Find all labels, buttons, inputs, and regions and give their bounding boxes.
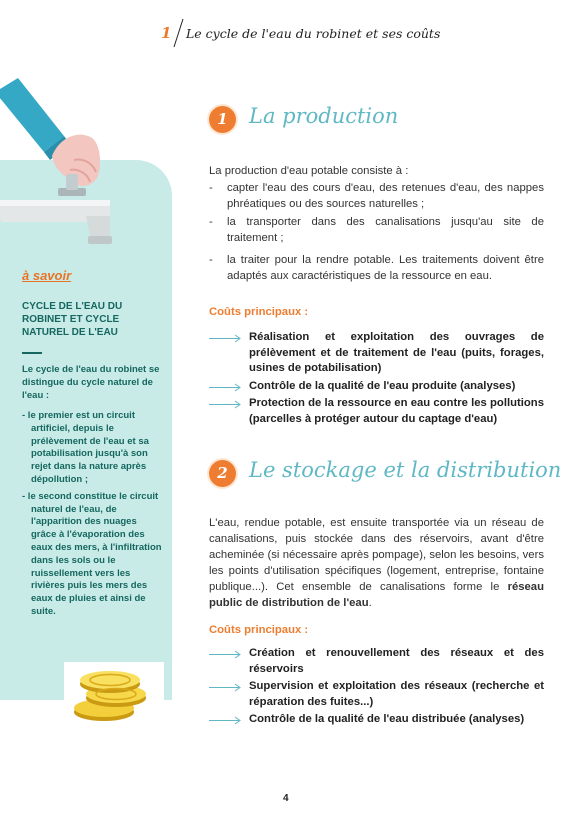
arrow-right-icon (209, 400, 241, 409)
production-steps-list (209, 180, 544, 286)
paragraph-end: . (368, 597, 372, 609)
aside-list-item: - le second constitue le circuit naturel de l'eau, de l'apparition des nuages grâce à l'évaporation des eaux des mers, à l'infiltration dans les sols ou le ruissellement vers les rivières puis les mers des eaux de pluies et ainsi de suite. (22, 490, 162, 617)
aside-title: à savoir (22, 268, 72, 283)
chapter-number: 1 (161, 24, 172, 42)
list-item: - capter l'eau des cours d'eau, des retenues d'eau, des nappes phréatiques ou des sources naturelles ; (209, 180, 544, 212)
production-intro: La production d'eau potable consiste à : (209, 165, 409, 177)
aside-intro: Le cycle de l'eau du robinet se distingue du cycle naturel de l'eau : (22, 364, 160, 401)
aside-list (22, 410, 162, 623)
cost-text: Contrôle de la qualité de l'eau produite (analyses) (249, 379, 516, 392)
cost-item (209, 712, 544, 728)
cost-text: Création et renouvellement des réseaux et des réservoirs (249, 647, 544, 675)
aside-divider (22, 352, 42, 354)
distribution-costs-list (209, 646, 544, 730)
arrow-right-icon (209, 334, 241, 343)
coins-illustration (64, 662, 164, 726)
section-title: La production (249, 104, 399, 128)
section-number-badge: 2 (209, 460, 236, 487)
costs-label: Coûts principaux : (209, 306, 309, 318)
arrow-right-icon (209, 683, 241, 692)
stockage-paragraph (209, 515, 544, 611)
header-slash-divider (171, 18, 185, 48)
costs-label: Coûts principaux : (209, 624, 309, 636)
cost-text: Supervision et exploitation des réseaux (recherche et réparation des fuites...) (249, 680, 544, 708)
aside-list-item: - le premier est un circuit artificiel, depuis le prélèvement de l'eau et sa potabilisation jusqu'à son rejet dans la nature après dépollution ; (22, 410, 149, 485)
hand-faucet-illustration (0, 70, 180, 250)
section-heading-stockage (209, 460, 569, 490)
cost-text: Contrôle de la qualité de l'eau distribuée (analyses) (249, 713, 525, 725)
cost-item (209, 330, 544, 377)
paragraph-bold-text: réseau public de distribution de l'eau (209, 581, 544, 609)
cost-item (209, 396, 544, 427)
arrow-right-icon (209, 650, 241, 659)
page-number: 4 (283, 793, 289, 804)
cost-text: Protection de la ressource en eau contre les pollutions (parcelles à protéger autour du captage d'eau) (249, 397, 544, 425)
list-item: - la transporter dans des canalisations jusqu'au site de traitement ; (209, 214, 544, 246)
cost-item (209, 679, 544, 710)
chapter-title: Le cycle de l'eau du robinet et ses coûts (186, 26, 441, 41)
arrow-right-icon (209, 716, 241, 725)
section-heading-production (209, 106, 569, 136)
section-title: Le stockage et la distribution (249, 458, 562, 482)
page-header (0, 22, 582, 52)
list-item: - la traiter pour la rendre potable. Les traitements doivent être adaptés aux caractéristiques de la ressource en eau. (209, 252, 544, 284)
cost-item (209, 379, 544, 395)
production-costs-list (209, 330, 544, 429)
cost-text: Réalisation et exploitation des ouvrages de prélèvement et de traitement de l'eau (puits, forages, usines de potabilisation) (249, 331, 544, 374)
arrow-right-icon (209, 383, 241, 392)
aside-heading: CYCLE DE L'EAU DU ROBINET ET CYCLE NATUREL DE L'EAU (22, 301, 123, 338)
section-number-badge: 1 (209, 106, 236, 133)
cost-item (209, 646, 544, 677)
paragraph-text: L'eau, rendue potable, est ensuite transportée via un réseau de canalisations, puis stockée dans des réservoirs, avant d'être acheminée (si nécessaire après pompage), selon les besoins, vers les points d'utilisation spécifiques (logement, entreprise, fontaine publique...). Cet ensemble de canalisations forme le (209, 517, 544, 593)
